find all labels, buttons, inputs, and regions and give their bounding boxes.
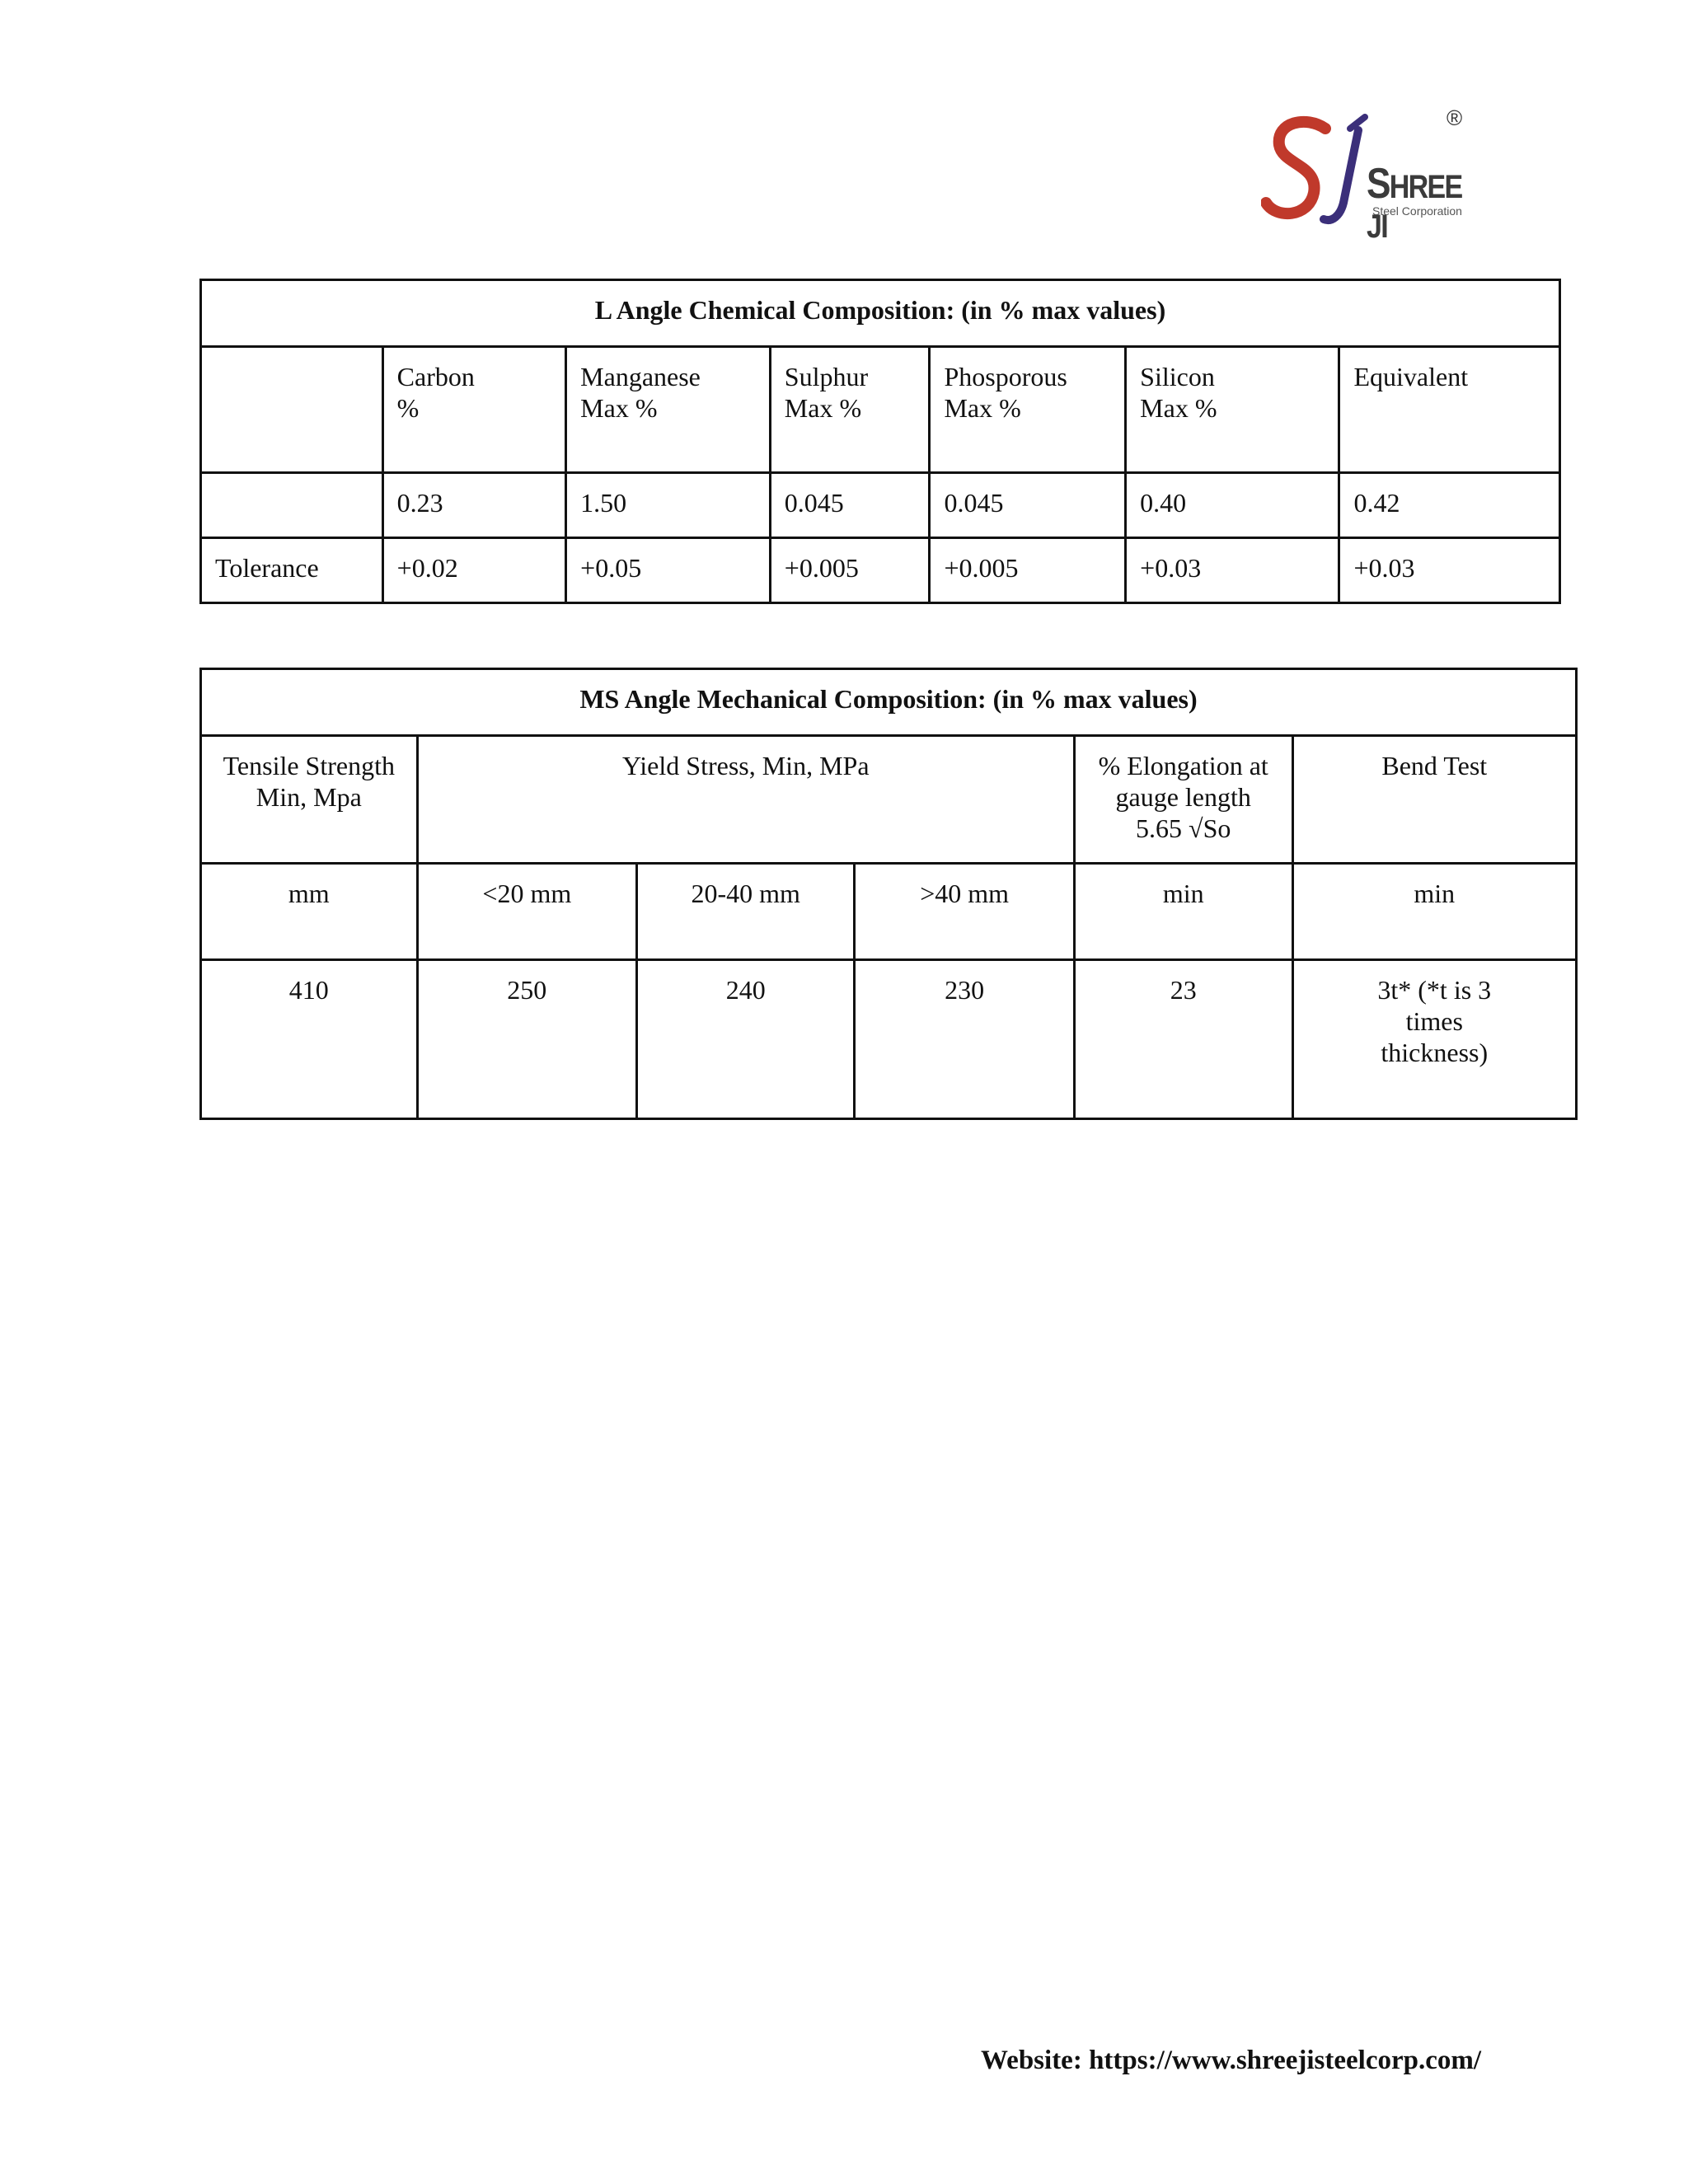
brand-name: SHREE JI	[1367, 160, 1462, 245]
table-cell: >40 mm	[855, 864, 1074, 960]
table-cell: <20 mm	[417, 864, 636, 960]
company-logo	[1261, 105, 1475, 245]
table-cell: +0.005	[770, 538, 930, 603]
chemical-composition-table	[199, 279, 1561, 604]
table-cell: 250	[417, 960, 636, 1119]
mechanical-composition-table	[199, 668, 1578, 1120]
table-cell: 0.42	[1339, 473, 1560, 538]
table-cell: min	[1292, 864, 1576, 960]
table-cell: 0.40	[1126, 473, 1339, 538]
table-cell: mm	[201, 864, 418, 960]
table-cell: 410	[201, 960, 418, 1119]
registered-mark: ®	[1447, 105, 1463, 130]
header-cell: Silicon Max %	[1126, 347, 1339, 473]
table-cell: 20-40 mm	[637, 864, 855, 960]
table-cell: +0.03	[1339, 538, 1560, 603]
table-cell: 0.23	[382, 473, 565, 538]
header-cell: % Elongation at gauge length 5.65 √So	[1074, 736, 1292, 864]
header-cell: Equivalent	[1339, 347, 1560, 473]
header-cell: Yield Stress, Min, MPa	[417, 736, 1074, 864]
sj-logo-mark-icon	[1261, 114, 1368, 229]
table-cell: 3t* (*t is 3 times thickness)	[1292, 960, 1576, 1119]
table-row	[201, 864, 1577, 960]
table-cell: 240	[637, 960, 855, 1119]
table-cell: 23	[1074, 960, 1292, 1119]
website-footer: Website: https://www.shreejisteelcorp.com/	[981, 2046, 1482, 2075]
table-cell: +0.05	[566, 538, 771, 603]
table-cell: 0.045	[770, 473, 930, 538]
table-row	[201, 960, 1577, 1119]
table-cell: 0.045	[930, 473, 1126, 538]
table-header-row	[201, 736, 1577, 864]
header-cell: Bend Test	[1292, 736, 1576, 864]
table-cell: +0.005	[930, 538, 1126, 603]
header-cell: Manganese Max %	[566, 347, 771, 473]
header-cell: Phosporous Max %	[930, 347, 1126, 473]
brand-subtitle: Steel Corporation	[1372, 204, 1462, 218]
table-title: L Angle Chemical Composition: (in % max values)	[201, 280, 1560, 347]
table-cell: +0.02	[382, 538, 565, 603]
table-title: MS Angle Mechanical Composition: (in % max values)	[201, 669, 1577, 736]
table-cell	[201, 473, 383, 538]
header-cell: Tensile Strength Min, Mpa	[201, 736, 418, 864]
table-row	[201, 473, 1560, 538]
table-cell: 230	[855, 960, 1074, 1119]
header-cell: Sulphur Max %	[770, 347, 930, 473]
table-cell: +0.03	[1126, 538, 1339, 603]
table-cell: Tolerance	[201, 538, 383, 603]
header-cell: Carbon %	[382, 347, 565, 473]
table-header-row	[201, 347, 1560, 473]
table-cell: 1.50	[566, 473, 771, 538]
table-cell: min	[1074, 864, 1292, 960]
header-cell	[201, 347, 383, 473]
table-row	[201, 538, 1560, 603]
